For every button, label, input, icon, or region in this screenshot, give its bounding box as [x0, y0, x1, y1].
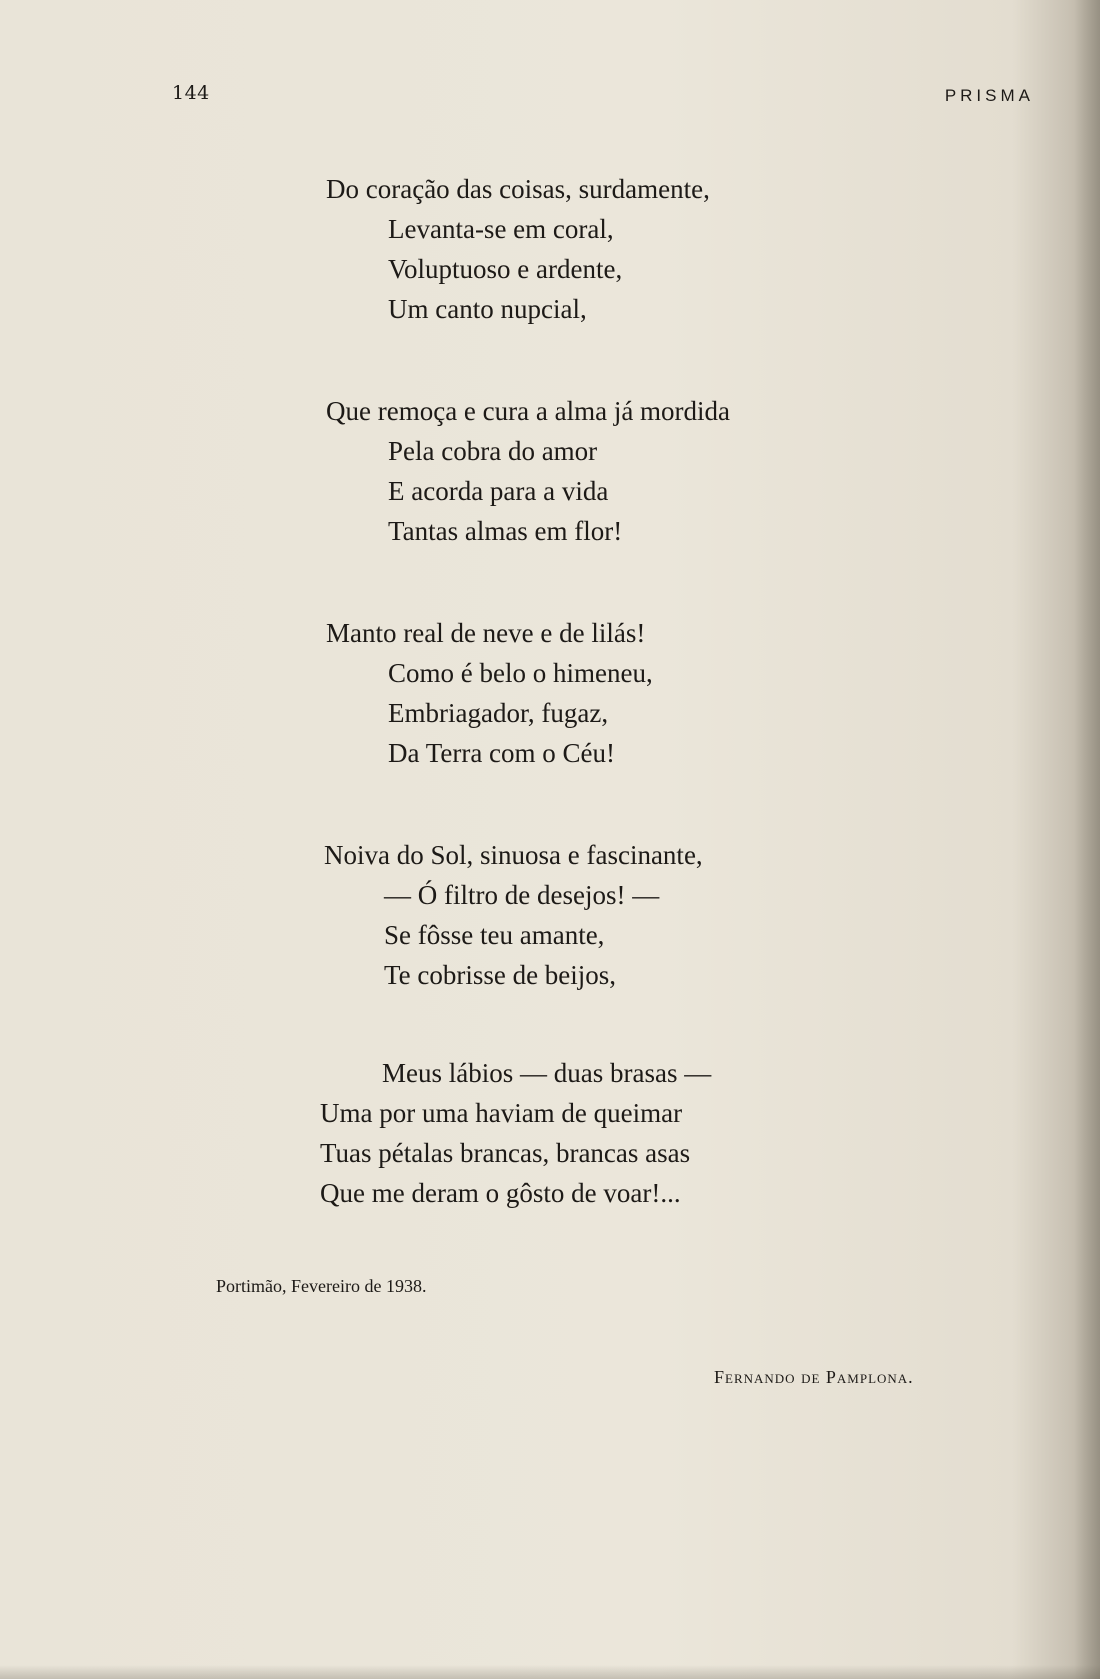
poem-line: Que me deram o gôsto de voar!... — [320, 1178, 681, 1208]
poem-line: Te cobrisse de beijos, — [384, 960, 617, 990]
poem-line: E acorda para a vida — [388, 476, 609, 506]
poem-line: Que remoça e cura a alma já mordida — [326, 396, 731, 426]
poem-line: Voluptuoso e ardente, — [388, 254, 623, 284]
poem-line: Levanta-se em coral, — [388, 214, 614, 244]
poem-line: Se fôsse teu amante, — [384, 920, 605, 950]
page-bottom-edge — [0, 1665, 1100, 1679]
poem-line: Do coração das coisas, surdamente, — [326, 174, 710, 204]
poem-line: Tantas almas em flor! — [388, 516, 623, 546]
poem-line: Da Terra com o Céu! — [388, 738, 616, 768]
poem-line: Um canto nupcial, — [388, 294, 587, 324]
running-head: PRISMA — [944, 86, 1034, 105]
poem-line: Noiva do Sol, sinuosa e fascinante, — [324, 840, 703, 870]
poem-line: Embriagador, fugaz, — [388, 698, 609, 728]
poem-line: Meus lábios — duas brasas — — [382, 1058, 712, 1088]
poem-line: Tuas pétalas brancas, brancas asas — [320, 1138, 691, 1168]
poem-line: Uma por uma haviam de queimar — [320, 1098, 683, 1128]
poem-line: Pela cobra do amor — [388, 436, 598, 466]
place-date: Portimão, Fevereiro de 1938. — [216, 1276, 427, 1296]
author-signature: Fernando de Pamplona. — [714, 1367, 914, 1387]
page-number: 144 — [172, 82, 210, 104]
poem-line: Manto real de neve e de lilás! — [326, 618, 646, 648]
page-edge-shadow — [1074, 0, 1100, 1679]
poem-line: — Ó filtro de desejos! — — [384, 880, 660, 910]
poem-line: Como é belo o himeneu, — [388, 658, 653, 688]
